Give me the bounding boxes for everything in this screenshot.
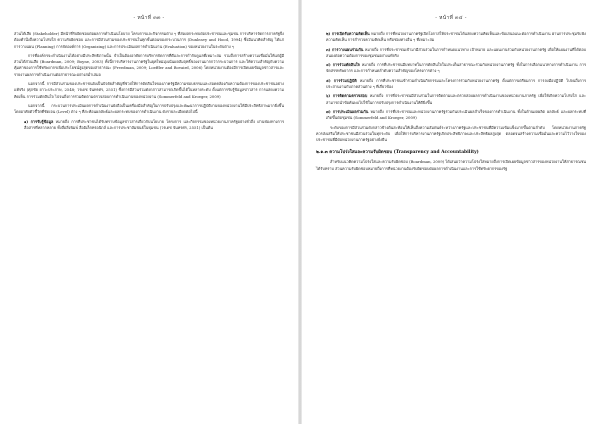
left-page — [0, 0, 298, 424]
list-item-label: ๕) การร่วมปฏิบัติ — [326, 77, 357, 83]
list-item — [326, 47, 586, 60]
paragraph: การที่องค์กรจะดำเนินงานได้อย่างมีประสิทธิภาพนั้น จำเป็นต้องอาศัยการบริหารจัดการที่ดีและการกำกับดูแลที่เหมาะสม รวมถึงการสร้างความเชื่อมั่นให้แก่ผู้มีส่วนได้ส่วนเสีย (Boardman, 2009; Boyne, 2003) ทั้งนี้การบริหารงานภาครัฐในยุคใหม่มุ่งเน้นผลสัมฤทธิ์ของงานมากกว่ากระบวนการ และให้ความสำคัญกับความคุ้มค่าของการใช้ทรัพยากรเพื่อประโยชน์สูงสุดของสาธารณะ (Freedman, 2009; Loeffler and Bovaird, 2006) โดยหน่วยงานต้องมีการเปิดเผยข้อมูลข่าวสารและรายงานผลการดำเนินงานต่อสาธารณะอย่างสม่ำเสมอ — [14, 52, 284, 77]
list-item-text: หมายถึง การที่ประชาชนมีบทบาทในการตัดสินใจในประเด็นสาธารณะร่วมกับหน่วยงานภาครัฐ ทั้งในการเลือกแนวทางการดำเนินงาน การจัดสรรทรัพยากร และการกำหนดลำดับความสำคัญของโครงการต่าง ๆ — [326, 62, 587, 74]
page-number: - หน้าที่ ๓๔ - — [435, 15, 467, 21]
list-item-label: ๒) การเปิดรับความคิดเห็น — [326, 31, 370, 36]
section-heading: ๒.๑.๓ ความโปร่งใสและความรับผิดชอบ (Transparency and Accountability) — [316, 150, 479, 156]
list-item-label: ๓) การวางแผนร่วมกัน — [326, 46, 364, 52]
paragraph: ส่วนได้เสีย (Stakeholder) มีหน้าที่รับผิดชอบต่อผลการดำเนินนโยบาย โครงการและกิจกรรมต่าง ๆ ที่ส่งผลกระทบต่อประชาชนและชุมชน การบริหารจัดการภาครัฐจึงต้องคำนึงถึงความโปร่งใส ความรับผิดชอบ และการมีส่วนร่วมของประชาชนในทุกขั้นตอนของกระบวนการ (Dunleavy and Hood, 1994) ซึ่งมีแนวคิดสำคัญ ได้แก่ การวางแผน (Planning) การจัดองค์การ (Organizing) และการประเมินผลการดำเนินงาน (Evaluation) ของหน่วยงานในระดับต่าง ๆ — [14, 31, 284, 49]
list-item-label: ๗) การประเมินผลร่วมกัน — [326, 108, 369, 114]
list-item-label: ๖) การติดตามตรวจสอบ — [326, 93, 368, 99]
page-number: - หน้าที่ ๓๓ - — [133, 15, 165, 21]
paragraph: นอกจากนี้ การมีส่วนร่วมของประชาชนยังเป็นปัจจัยสำคัญที่ช่วยให้การตัดสินใจของภาครัฐมีความชอบธรรมและสอดคล้องกับความต้องการของประชาชนอย่างแท้จริง (ศุภชัย ยาวะประภาษ, 2548; วรเดช จันทรศร, 2551) ซึ่งการมีส่วนร่วมดังกล่าวสามารถเกิดขึ้นได้ในหลายระดับ ตั้งแต่การรับรู้ข้อมูลข่าวสาร การแสดงความคิดเห็น การร่วมตัดสินใจ ไปจนถึงการร่วมติดตามตรวจสอบการดำเนินงานของหน่วยงาน (Sommerfeld and Kroeger, 2009) — [14, 81, 284, 99]
paragraph: นอกจากนี้ กระบวนการประเมินผลการดำเนินงานยังถือเป็นเครื่องมือสำคัญในการปรับปรุงและพัฒนาการปฏิบัติงานของหน่วยงานให้มีประสิทธิภาพมากยิ่งขึ้น โดยอาศัยตัวชี้วัดที่ชัดเจน (Level) ต่าง ๆ ที่สะท้อนผลลัพธ์และผลกระทบของการดำเนินงาน ดังรายละเอียดต่อไปนี้ — [14, 102, 284, 115]
paragraph: ระดับของการมีส่วนร่วมดังกล่าวข้างต้นสะท้อนให้เห็นถึงความสัมพันธ์ระหว่างภาครัฐและประชาชนที่มีความเข้มแข็งมากขึ้นตามลำดับ โดยหน่วยงานภาครัฐควรส่งเสริมให้ประชาชนมีส่วนร่วมในทุกระดับ เพื่อให้การบริหารงานภาครัฐเกิดประสิทธิภาพและประสิทธิผลสูงสุด ตลอดจนสร้างความเชื่อมั่นและความไว้วางใจของประชาชนที่มีต่อหน่วยงานภาครัฐอย่างยั่งยืน — [316, 124, 586, 143]
list-item-label: ๑) การรับรู้ข้อมูล — [24, 118, 54, 124]
paragraph: สำหรับแนวคิดความโปร่งใสและความรับผิดชอบ (Boardman, 2009) ได้เสนอว่าความโปร่งใสหมายถึงการเปิดเผยข้อมูลข่าวสารของหน่วยงานให้สาธารณชนได้รับทราบ ส่วนความรับผิดชอบหมายถึงการที่หน่วยงานต้องรับผิดชอบต่อผลการดำเนินงานและการใช้ทรัพยากรของรัฐ — [316, 159, 586, 171]
list-item — [326, 78, 586, 91]
list-item — [326, 93, 586, 106]
list-item — [326, 62, 586, 75]
list-item — [326, 109, 586, 122]
list-item-text: หมายถึง การที่ประชาชนมีส่วนร่วมในการติดตามและตรวจสอบผลการดำเนินงานของหน่วยงานภาครัฐ เพื่อให้เกิดความโปร่งใส และสามารถนำข้อค้นพบไปใช้ในการปรับปรุงการดำเนินงานให้ดียิ่งขึ้น — [326, 93, 586, 105]
list-item-text: หมายถึง การที่ประชาชนเข้ามามีส่วนร่วมในการกำหนดแนวทาง เป้าหมาย และแผนงานร่วมกับหน่วยงานภาครัฐ เพื่อให้แผนงานที่ได้ตอบสนองต่อความต้องการของชุมชนอย่างแท้จริง — [326, 46, 587, 58]
list-item — [24, 119, 284, 132]
list-item-text: หมายถึง การที่หน่วยงานภาครัฐเปิดโอกาสให้ประชาชนได้แสดงความคิดเห็นและข้อเสนอแนะต่อการดำเนินงาน ผ่านการประชุมรับฟังความคิดเห็น การสำรวจความคิดเห็น หรือช่องทางอื่น ๆ ที่เหมาะสม — [326, 31, 586, 43]
list-item — [326, 31, 586, 44]
list-item-label: ๔) การร่วมตัดสินใจ — [326, 62, 360, 68]
list-item-text: หมายถึง การที่ประชาชนได้รับทราบข้อมูลข่าวสารเกี่ยวกับนโยบาย โครงการ และกิจกรรมของหน่วยงานภาครัฐอย่างทั่วถึง ผ่านช่องทางการสื่อสารที่หลากหลาย ทั้งสื่อสิ่งพิมพ์ สื่ออิเล็กทรอนิกส์ และการประชาสัมพันธ์ในชุมชน (วรเดช จันทรศร, 2551) เป็นต้น — [24, 118, 284, 130]
list-item-text: หมายถึง การที่ประชาชนและหน่วยงานภาครัฐร่วมกันประเมินผลสำเร็จของการดำเนินงาน ทั้งในด้านผลผลิต ผลลัพธ์ และผลกระทบที่เกิดขึ้นต่อชุมชน (Sommerfeld and Kroeger, 2009) — [326, 108, 586, 121]
right-page — [302, 0, 600, 424]
list-item-text: หมายถึง การที่ประชาชนเข้าร่วมดำเนินกิจกรรมและโครงการร่วมกับหน่วยงานภาครัฐ ตั้งแต่การเตรียมการ การลงมือปฏิบัติ ไปจนถึงการประสานงานกับภาคส่วนต่าง ๆ ที่เกี่ยวข้อง — [326, 77, 586, 90]
